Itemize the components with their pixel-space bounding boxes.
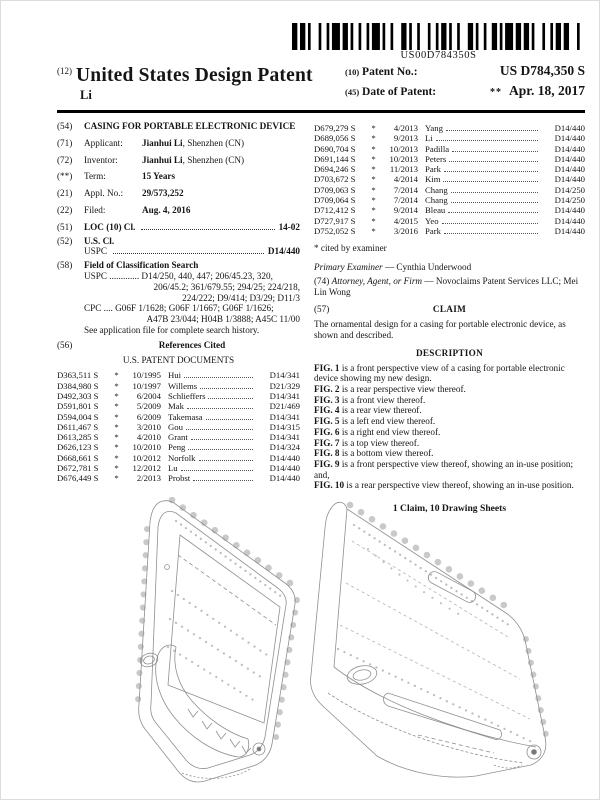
reference-row: D363,511 S * 10/1995 Hui D14/341 bbox=[57, 370, 300, 381]
dot-leader bbox=[181, 470, 253, 471]
dot-leader bbox=[442, 223, 538, 224]
dot-leader bbox=[208, 398, 253, 399]
field-term: (**) Term: 15 Years bbox=[57, 171, 176, 182]
field-72-inventor: (72) Inventor: Jianhui Li, Shenzhen (CN) bbox=[57, 154, 245, 165]
document-header bbox=[57, 63, 585, 109]
field-21-appl-no: (21) Appl. No.: 29/573,252 bbox=[57, 188, 184, 199]
field-58-search: (58) Field of Classification Search USPC ............. D14/250, 440, 447; 206/45.23, 320, 206/45.2; 361/679.55; 294/25; 224/218, 224/222; D9/414; D3/29; D11/3 CPC .... G06F 1/1628; G06F 1/1667; G06F 1/1626; A47B 23/044; H04B 1/3888; A45C 11/00 See application file for complete search history. bbox=[57, 260, 300, 335]
reference-row: D611,467 S * 3/2010 Gou D14/315 bbox=[57, 421, 300, 432]
dot-leader bbox=[444, 233, 538, 234]
dot-leader bbox=[449, 161, 538, 162]
reference-row: D679,279 S * 4/2013 Yang D14/440 bbox=[314, 123, 585, 133]
cited-by-examiner-note: * cited by examiner bbox=[314, 243, 387, 254]
page-title: United States Design Patent bbox=[76, 65, 313, 86]
patent-date-value: ** Apr. 18, 2017 bbox=[489, 83, 585, 98]
title-line bbox=[57, 65, 313, 87]
header-divider bbox=[57, 110, 585, 113]
patent-date-label: (45) Date of Patent: bbox=[345, 86, 437, 98]
reference-row: D712,412 S * 9/2014 Bleau D14/440 bbox=[314, 205, 585, 216]
dot-leader bbox=[191, 439, 253, 440]
dot-leader bbox=[446, 130, 538, 131]
dot-leader bbox=[200, 388, 253, 389]
reference-row: D690,704 S * 10/2013 Padilla D14/440 bbox=[314, 143, 585, 154]
figure-description-line: FIG. 9 is a front perspective view thereof, showing an in-use position; and, bbox=[314, 458, 573, 480]
field-56-references: (56) References Cited bbox=[57, 340, 300, 351]
reference-row: D709,063 S * 7/2014 Chang D14/250 bbox=[314, 184, 585, 195]
dot-leader bbox=[184, 377, 253, 378]
attorney-line: (74) Attorney, Agent, or Firm — Novoclaims Patent Services LLC; Mei Lin Wong bbox=[314, 275, 579, 297]
reference-row: D694,246 S * 11/2013 Park D14/440 bbox=[314, 164, 585, 175]
field-22-filed: (22) Filed: Aug. 4, 2016 bbox=[57, 204, 191, 215]
dot-leader bbox=[186, 429, 253, 430]
reference-row: D613,285 S * 4/2010 Grant D14/341 bbox=[57, 432, 300, 443]
dot-leader bbox=[451, 202, 538, 203]
reference-row: D752,052 S * 3/2016 Park D14/440 bbox=[314, 225, 585, 236]
reference-row: D689,056 S * 9/2013 Li D14/440 bbox=[314, 133, 585, 144]
dot-leader bbox=[452, 151, 538, 152]
figure-description-line: FIG. 8 is a bottom view thereof. bbox=[314, 448, 434, 459]
dot-leader bbox=[444, 171, 538, 172]
barcode bbox=[292, 23, 585, 61]
patent-number-row bbox=[345, 63, 585, 79]
figure-description-line: FIG. 2 is a rear perspective view thereof. bbox=[314, 384, 466, 395]
field-51-loc: (51) LOC (10) Cl. 14-02 bbox=[57, 221, 300, 232]
references-cited-heading: References Cited bbox=[158, 339, 226, 350]
reference-row: D676,449 S * 2/2013 Probst D14/440 bbox=[57, 473, 300, 484]
reference-row: D492,303 S * 6/2004 Schlieffers D14/341 bbox=[57, 390, 300, 401]
dot-leader bbox=[193, 480, 253, 481]
reference-row: D384,980 S * 10/1997 Willems D21/329 bbox=[57, 380, 300, 391]
field-54-title: (54) CASING FOR PORTABLE ELECTRONIC DEVICE bbox=[57, 121, 300, 132]
figure-description-line: FIG. 10 is a rear perspective view thereof, showing an in-use position. bbox=[314, 480, 574, 491]
patent-date-row bbox=[345, 83, 585, 99]
dot-leader bbox=[206, 419, 253, 420]
reference-row: D626,123 S * 10/2010 Peng D14/324 bbox=[57, 442, 300, 453]
dot-leader bbox=[187, 408, 253, 409]
claim-section-heading: (57) CLAIM bbox=[314, 304, 467, 315]
dot-leader bbox=[141, 229, 274, 230]
reference-row: D594,004 S * 6/2009 Takemasa D14/341 bbox=[57, 411, 300, 422]
reference-row: D591,801 S * 5/2009 Mak D21/469 bbox=[57, 401, 300, 412]
figure-rear-perspective-drawing bbox=[298, 497, 560, 793]
us-patent-documents-heading: U.S. PATENT DOCUMENTS bbox=[122, 354, 235, 365]
figure-description-line: FIG. 7 is a top view thereof. bbox=[314, 437, 420, 448]
header-right bbox=[345, 63, 585, 103]
reference-row: D703,672 S * 4/2014 Kim D14/440 bbox=[314, 174, 585, 185]
dot-leader bbox=[199, 460, 253, 461]
patent-number-label: (10) Patent No.: bbox=[345, 66, 418, 78]
figure-description-line: FIG. 4 is a rear view thereof. bbox=[314, 405, 422, 416]
reference-row: D709,064 S * 7/2014 Chang D14/250 bbox=[314, 195, 585, 206]
field-71-applicant: (71) Applicant: Jianhui Li, Shenzhen (CN) bbox=[57, 137, 245, 148]
inventor-surname: Li bbox=[80, 88, 92, 102]
primary-examiner-line: Primary Examiner — Cynthia Underwood bbox=[314, 262, 472, 273]
patent-number-value: US D784,350 S bbox=[499, 63, 585, 78]
reference-row: D727,917 S * 4/2015 Yeo D14/440 bbox=[314, 215, 585, 226]
reference-row: D691,144 S * 10/2013 Peters D14/440 bbox=[314, 153, 585, 164]
barcode-text: US00D784350S bbox=[400, 50, 477, 61]
dot-leader bbox=[443, 181, 538, 182]
references-table-left bbox=[57, 370, 300, 483]
reference-row: D672,781 S * 12/2012 Lu D14/440 bbox=[57, 463, 300, 474]
header-left bbox=[57, 65, 313, 103]
dot-leader bbox=[436, 140, 538, 141]
invention-title: CASING FOR PORTABLE ELECTRONIC DEVICE bbox=[84, 121, 296, 131]
dot-leader bbox=[448, 212, 538, 213]
dot-leader bbox=[188, 449, 253, 450]
claim-text: The ornamental design for a casing for portable electronic device, as shown and described. bbox=[314, 319, 566, 341]
figure-description-line: FIG. 1 is a front perspective view of a casing for portable electronic device showing my new design. bbox=[314, 362, 565, 384]
figure-descriptions bbox=[314, 363, 585, 491]
barcode-bars bbox=[292, 23, 585, 50]
figure-description-line: FIG. 3 is a front view thereof. bbox=[314, 394, 426, 405]
right-column bbox=[314, 121, 585, 515]
field-52-us-cl: (52) U.S. Cl. USPC D14/440 bbox=[57, 235, 300, 257]
figure-description-line: FIG. 5 is a left end view thereof. bbox=[314, 416, 436, 427]
dot-leader bbox=[451, 192, 538, 193]
dot-leader bbox=[113, 253, 264, 254]
reference-row: D668,661 S * 10/2012 Norfolk D14/440 bbox=[57, 452, 300, 463]
kind-code: (12) bbox=[57, 66, 72, 76]
figure-front-perspective-drawing bbox=[92, 497, 304, 793]
description-section-heading: DESCRIPTION bbox=[415, 347, 484, 358]
figure-description-line: FIG. 6 is a right end view thereof. bbox=[314, 426, 441, 437]
claims-sheets-summary: 1 Claim, 10 Drawing Sheets bbox=[392, 503, 507, 515]
examiner-citation-stars: ** bbox=[489, 87, 502, 98]
references-table-right bbox=[314, 123, 585, 236]
left-column bbox=[57, 121, 300, 484]
